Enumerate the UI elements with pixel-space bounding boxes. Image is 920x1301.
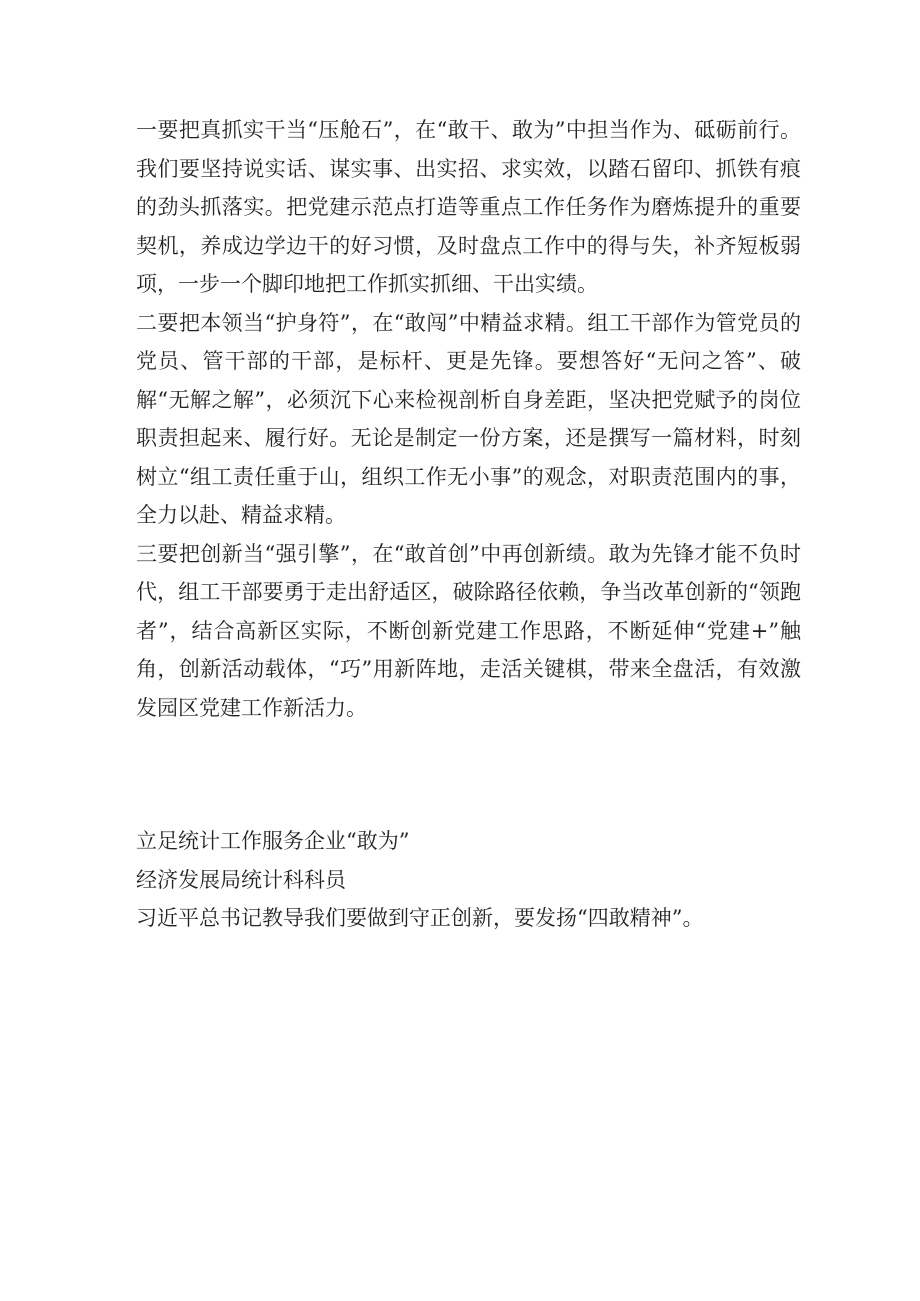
opening-line: 习近平总书记教导我们要做到守正创新，要发扬“四敢精神”。 xyxy=(136,906,704,930)
section-spacer xyxy=(136,727,801,822)
paragraph-2: 二要把本领当“护身符”，在“敢闯”中精益求精。组工干部作为管党员的党员、管干部的干部，是标杆、更是先锋。要想答好“无问之答”、破解“无解之解”，必须沉下心来检视剖析自身差距，坚决把党赋予的岗位职责担起来、履行好。无论是制定一份方案，还是撰写一篇材料，时刻树立“组工责任重于山，组织工作无小事”的观念，对职责范围内的事，全力以赴、精益求精。 xyxy=(136,310,801,527)
paragraph-3: 三要把创新当“强引擎”，在“敢首创”中再创新绩。敢为先锋才能不负时代，组工干部要勇于走出舒适区，破除路径依赖，争当改革创新的“领跑者”，结合高新区实际，不断创新党建工作思路，不断延伸“党建+”触角，创新活动载体，“巧”用新阵地，走活关键棋，带来全盘活，有效激发园区党建工作新活力。 xyxy=(136,541,801,720)
document-body xyxy=(136,111,801,938)
author-line: 经济发展局统计科科员 xyxy=(136,867,346,892)
paragraph-1: 一要把真抓实干当“压舱石”，在“敢干、敢为”中担当作为、砥砺前行。我们要坚持说实话、谋实事、出实招、求实效，以踏石留印、抓铁有痕的劲头抓落实。把党建示范点打造等重点工作任务作为磨炼提升的重要契机，养成边学边干的好习惯，及时盘点工作中的得与失，补齐短板弱项，一步一个脚印地把工作抓实抓细、干出实绩。 xyxy=(136,118,801,296)
section-title: 立足统计工作服务企业“敢为” xyxy=(136,829,410,853)
